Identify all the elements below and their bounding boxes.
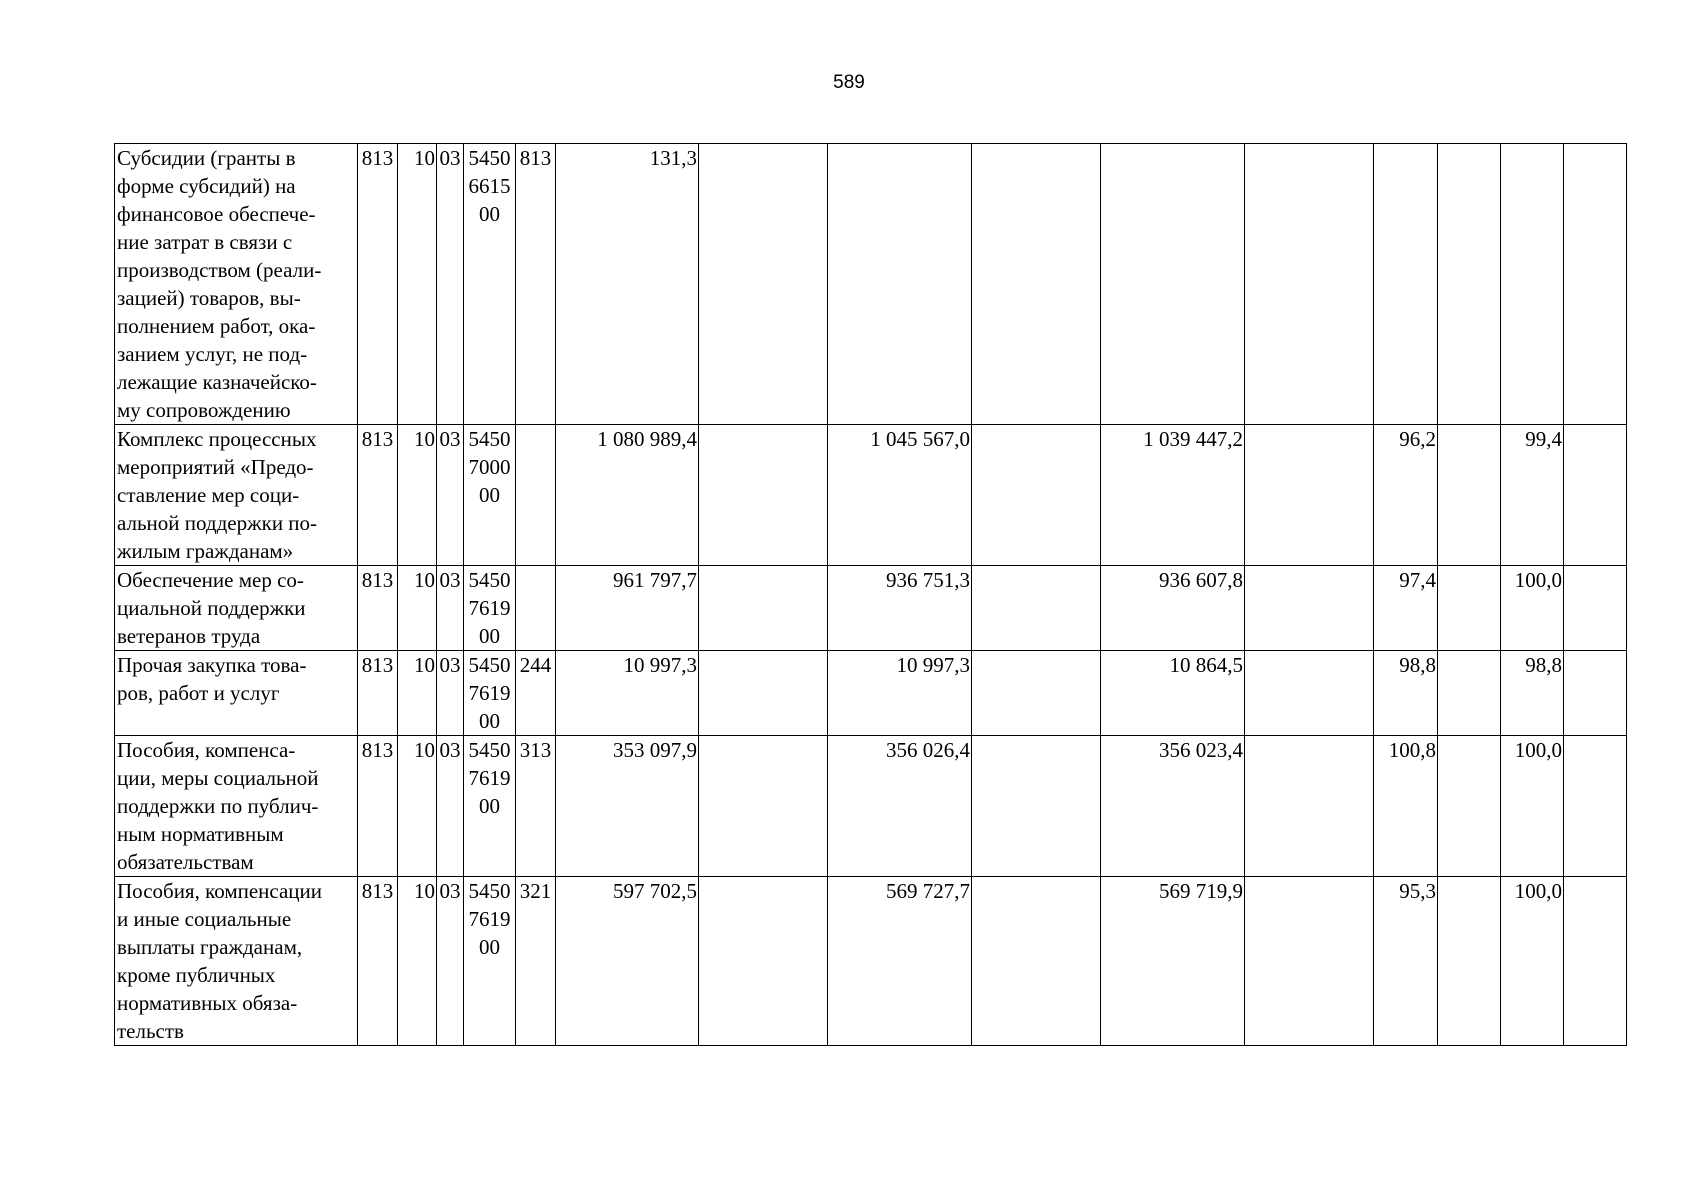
description-line: Пособия, компенсации: [117, 879, 323, 903]
amount-cell-3: 356 026,4: [828, 736, 972, 877]
amount-cell-1: 353 097,9: [556, 736, 699, 877]
amount-cell-9: [1501, 144, 1564, 425]
table-row: [115, 877, 1627, 1046]
amount-cell-3: 1 045 567,0: [828, 425, 972, 566]
expense-type-code: 313: [516, 736, 556, 877]
amount-cell-7: 96,2: [1374, 425, 1438, 566]
target-article-line: 7619: [468, 596, 511, 620]
target-article-code: [464, 736, 516, 877]
table-row: [115, 651, 1627, 736]
expense-type-code: 321: [516, 877, 556, 1046]
description-line: ров, работ и услуг: [117, 681, 280, 705]
amount-cell-1: 10 997,3: [556, 651, 699, 736]
section-code: 10: [398, 566, 437, 651]
amount-cell-8: [1438, 566, 1501, 651]
page-number: 589: [833, 72, 865, 93]
target-article-code: [464, 425, 516, 566]
description-line: ции, меры социальной: [117, 766, 319, 790]
amount-cell-10: [1564, 651, 1627, 736]
description-line: ным нормативным: [117, 822, 284, 846]
target-article-code: [464, 651, 516, 736]
description-line: циальной поддержки: [117, 596, 306, 620]
amount-cell-10: [1564, 144, 1627, 425]
target-article-line: 7619: [468, 681, 511, 705]
amount-cell-9: 98,8: [1501, 651, 1564, 736]
amount-cell-2: [699, 566, 828, 651]
ministry-code: 813: [358, 144, 398, 425]
amount-cell-8: [1438, 877, 1501, 1046]
amount-cell-2: [699, 877, 828, 1046]
amount-cell-7: 97,4: [1374, 566, 1438, 651]
budget-table: [114, 143, 1627, 1046]
description-line: зацией) товаров, вы-: [117, 286, 301, 310]
row-description: [115, 425, 358, 566]
description-line: ние затрат в связи с: [117, 230, 293, 254]
amount-cell-6: [1245, 877, 1374, 1046]
amount-cell-10: [1564, 877, 1627, 1046]
description-line: и иные социальные: [117, 907, 292, 931]
description-line: кроме публичных: [117, 963, 276, 987]
amount-cell-1: 961 797,7: [556, 566, 699, 651]
section-code: 10: [398, 425, 437, 566]
description-line: жилым гражданам»: [117, 539, 294, 563]
description-line: альной поддержки по-: [117, 511, 318, 535]
target-article-line: 5450: [468, 427, 511, 451]
amount-cell-6: [1245, 144, 1374, 425]
description-line: производством (реали-: [117, 258, 322, 282]
description-line: нормативных обяза-: [117, 991, 298, 1015]
amount-cell-8: [1438, 736, 1501, 877]
target-article-line: 7619: [468, 766, 511, 790]
description-line: мероприятий «Предо-: [117, 455, 314, 479]
amount-cell-2: [699, 736, 828, 877]
target-article-line: 5450: [468, 146, 511, 170]
expense-type-code: [516, 425, 556, 566]
amount-cell-7: [1374, 144, 1438, 425]
description-line: Субсидии (гранты в: [117, 146, 296, 170]
subsection-code: 03: [437, 877, 464, 1046]
amount-cell-2: [699, 425, 828, 566]
amount-cell-1: 1 080 989,4: [556, 425, 699, 566]
ministry-code: 813: [358, 651, 398, 736]
amount-cell-9: 99,4: [1501, 425, 1564, 566]
target-article-line: 7000: [468, 455, 511, 479]
amount-cell-3: [828, 144, 972, 425]
amount-cell-3: 936 751,3: [828, 566, 972, 651]
amount-cell-5: 1 039 447,2: [1101, 425, 1245, 566]
amount-cell-10: [1564, 736, 1627, 877]
amount-cell-8: [1438, 144, 1501, 425]
expense-type-code: 813: [516, 144, 556, 425]
description-line: финансовое обеспече-: [117, 202, 316, 226]
row-description: [115, 144, 358, 425]
amount-cell-6: [1245, 736, 1374, 877]
ministry-code: 813: [358, 877, 398, 1046]
amount-cell-4: [972, 566, 1101, 651]
description-line: Комплекс процессных: [117, 427, 317, 451]
description-line: Пособия, компенса-: [117, 738, 296, 762]
target-article-line: 00: [479, 624, 500, 648]
amount-cell-10: [1564, 425, 1627, 566]
amount-cell-3: 569 727,7: [828, 877, 972, 1046]
target-article-line: 5450: [468, 738, 511, 762]
row-description: [115, 736, 358, 877]
expense-type-code: [516, 566, 556, 651]
section-code: 10: [398, 651, 437, 736]
amount-cell-2: [699, 144, 828, 425]
target-article-line: 5450: [468, 568, 511, 592]
amount-cell-1: 131,3: [556, 144, 699, 425]
section-code: 10: [398, 144, 437, 425]
section-code: 10: [398, 736, 437, 877]
description-line: тельств: [117, 1019, 184, 1043]
amount-cell-1: 597 702,5: [556, 877, 699, 1046]
description-line: поддержки по публич-: [117, 794, 319, 818]
amount-cell-6: [1245, 425, 1374, 566]
amount-cell-5: [1101, 144, 1245, 425]
description-line: Прочая закупка това-: [117, 653, 307, 677]
amount-cell-5: 10 864,5: [1101, 651, 1245, 736]
table-row: [115, 144, 1627, 425]
target-article-code: [464, 144, 516, 425]
amount-cell-4: [972, 877, 1101, 1046]
target-article-line: 00: [479, 794, 500, 818]
table-body: [115, 144, 1627, 1046]
target-article-code: [464, 566, 516, 651]
amount-cell-5: 356 023,4: [1101, 736, 1245, 877]
description-line: полнением работ, ока-: [117, 314, 316, 338]
subsection-code: 03: [437, 144, 464, 425]
subsection-code: 03: [437, 651, 464, 736]
amount-cell-7: 98,8: [1374, 651, 1438, 736]
description-line: ставление мер соци-: [117, 483, 300, 507]
amount-cell-7: 95,3: [1374, 877, 1438, 1046]
row-description: [115, 877, 358, 1046]
description-line: ветеранов труда: [117, 624, 261, 648]
amount-cell-9: 100,0: [1501, 736, 1564, 877]
target-article-line: 00: [479, 202, 500, 226]
table-row: [115, 736, 1627, 877]
amount-cell-7: 100,8: [1374, 736, 1438, 877]
subsection-code: 03: [437, 566, 464, 651]
target-article-line: 00: [479, 935, 500, 959]
amount-cell-8: [1438, 651, 1501, 736]
amount-cell-9: 100,0: [1501, 566, 1564, 651]
target-article-code: [464, 877, 516, 1046]
description-line: обязательствам: [117, 850, 254, 874]
row-description: [115, 566, 358, 651]
table-row: [115, 425, 1627, 566]
description-line: занием услуг, не под-: [117, 342, 308, 366]
amount-cell-4: [972, 425, 1101, 566]
amount-cell-4: [972, 144, 1101, 425]
description-line: выплаты гражданам,: [117, 935, 303, 959]
amount-cell-3: 10 997,3: [828, 651, 972, 736]
description-line: му сопровождению: [117, 398, 291, 422]
amount-cell-9: 100,0: [1501, 877, 1564, 1046]
target-article-line: 5450: [468, 879, 511, 903]
expense-type-code: 244: [516, 651, 556, 736]
amount-cell-4: [972, 736, 1101, 877]
amount-cell-2: [699, 651, 828, 736]
description-line: лежащие казначейско-: [117, 370, 317, 394]
ministry-code: 813: [358, 566, 398, 651]
target-article-line: 00: [479, 709, 500, 733]
subsection-code: 03: [437, 736, 464, 877]
amount-cell-5: 569 719,9: [1101, 877, 1245, 1046]
ministry-code: 813: [358, 736, 398, 877]
target-article-line: 6615: [468, 174, 511, 198]
amount-cell-5: 936 607,8: [1101, 566, 1245, 651]
subsection-code: 03: [437, 425, 464, 566]
amount-cell-6: [1245, 651, 1374, 736]
amount-cell-4: [972, 651, 1101, 736]
amount-cell-10: [1564, 566, 1627, 651]
amount-cell-8: [1438, 425, 1501, 566]
section-code: 10: [398, 877, 437, 1046]
description-line: форме субсидий) на: [117, 174, 296, 198]
table-row: [115, 566, 1627, 651]
ministry-code: 813: [358, 425, 398, 566]
target-article-line: 7619: [468, 907, 511, 931]
row-description: [115, 651, 358, 736]
description-line: Обеспечение мер со-: [117, 568, 304, 592]
target-article-line: 5450: [468, 653, 511, 677]
amount-cell-6: [1245, 566, 1374, 651]
target-article-line: 00: [479, 483, 500, 507]
